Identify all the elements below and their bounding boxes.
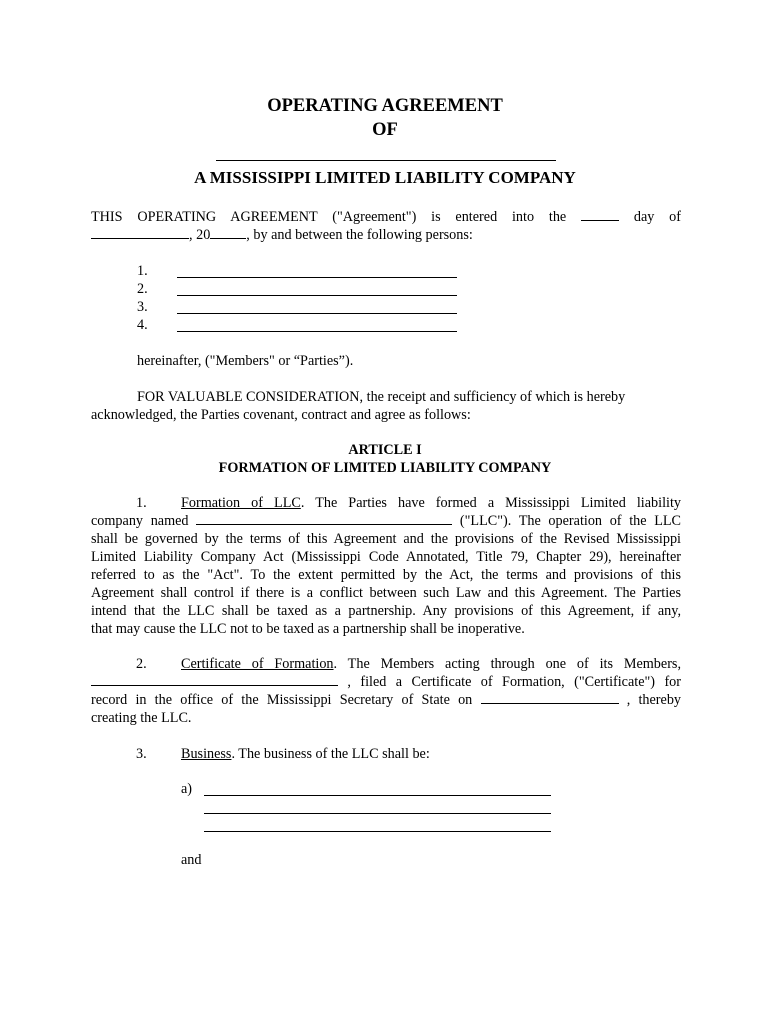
person-number: 2. [137,281,148,297]
article-title: FORMATION OF LIMITED LIABILITY COMPANY [218,460,552,476]
section-2-number: 2. [136,656,147,672]
consideration-line-2: acknowledged, the Parties covenant, contract and agree as follows: [91,407,471,423]
section-3-number: 3. [136,746,147,762]
consideration-line-1: FOR VALUABLE CONSIDERATION, the receipt and sufficiency of which is hereby [137,389,626,405]
llc-name-blank[interactable] [196,512,452,525]
section-1-line-3: shall be governed by the terms of this Agreement and the provisions of the Revised Mississippi [91,531,681,547]
section-2-text: , filed a Certificate of Formation, ("Certificate") for [347,674,681,690]
section-1-line-8: that may cause the LLC not to be taxed as a partnership shall be inoperative. [91,621,525,637]
section-1-line-4: Limited Liability Company Act (Mississippi Code Annotated, Title 79, Chapter 29), hereinafter [91,549,681,565]
person-number: 3. [137,299,148,315]
section-1-line-1 [181,494,681,512]
person-3-blank[interactable] [177,313,457,314]
section-1-text: . The Parties have formed a Mississippi Limited liability [300,495,681,511]
article-heading: ARTICLE I [348,442,422,458]
section-1-line-7: intend that the LLC shall be taxed as a partnership. Any provisions of this Agreement, if any, [91,603,681,619]
section-2-text: record in the office of the Mississippi Secretary of State on [91,692,473,708]
day-blank[interactable] [581,208,619,221]
section-2-text: , thereby [626,692,682,708]
section-2-heading: Certificate of Formation [181,656,334,672]
person-number: 1. [137,263,148,279]
month-blank[interactable] [91,226,189,239]
subtitle: A MISSISSIPPI LIMITED LIABILITY COMPANY [194,168,576,187]
person-number: 4. [137,317,148,333]
intro-line-2 [91,226,473,244]
section-1-heading: Formation of LLC [181,495,301,511]
filing-date-blank[interactable] [481,691,619,704]
intro-year-prefix: , 20 [189,227,211,243]
hereinafter-text: hereinafter, ("Members" or “Parties”). [137,353,354,369]
section-1-line-2 [91,512,681,530]
section-2-line-4: creating the LLC. [91,710,192,726]
section-3-line-1 [181,745,430,763]
intro-day-of: day of [633,209,681,225]
person-2-blank[interactable] [177,295,457,296]
section-2-text: . The Members acting through one of its Members, [333,656,681,672]
section-1-number: 1. [136,495,147,511]
company-name-blank[interactable] [216,160,556,161]
person-1-blank[interactable] [177,277,457,278]
intro-persons-text: , by and between the following persons: [246,227,473,243]
and-text: and [181,852,202,868]
section-3-text: . The business of the LLC shall be: [231,746,430,762]
intro-text: THIS OPERATING AGREEMENT ("Agreement") is entered into the [91,209,567,225]
section-1-line-6: Agreement shall control if there is a conflict between such Law and this Agreement. The Parties [91,585,681,601]
business-blank-1[interactable] [204,795,551,796]
year-blank[interactable] [210,226,246,239]
section-1-text: ("LLC"). The operation of the LLC [459,513,682,529]
section-1-line-5: referred to as the "Act". To the extent permitted by the Act, the terms and provisions of this [91,567,681,583]
business-blank-2[interactable] [204,813,551,814]
section-2-line-2 [91,673,681,691]
intro-line-1 [91,208,681,226]
business-item-label: a) [181,781,193,797]
business-blank-3[interactable] [204,831,551,832]
section-1-text: company named [91,513,189,529]
person-4-blank[interactable] [177,331,457,332]
section-3-heading: Business [181,746,232,762]
member-name-blank[interactable] [91,673,338,686]
section-2-line-1 [181,655,681,673]
title-line-1: OPERATING AGREEMENT [267,96,503,116]
title-line-2: OF [372,120,398,140]
section-2-line-3 [91,691,681,709]
